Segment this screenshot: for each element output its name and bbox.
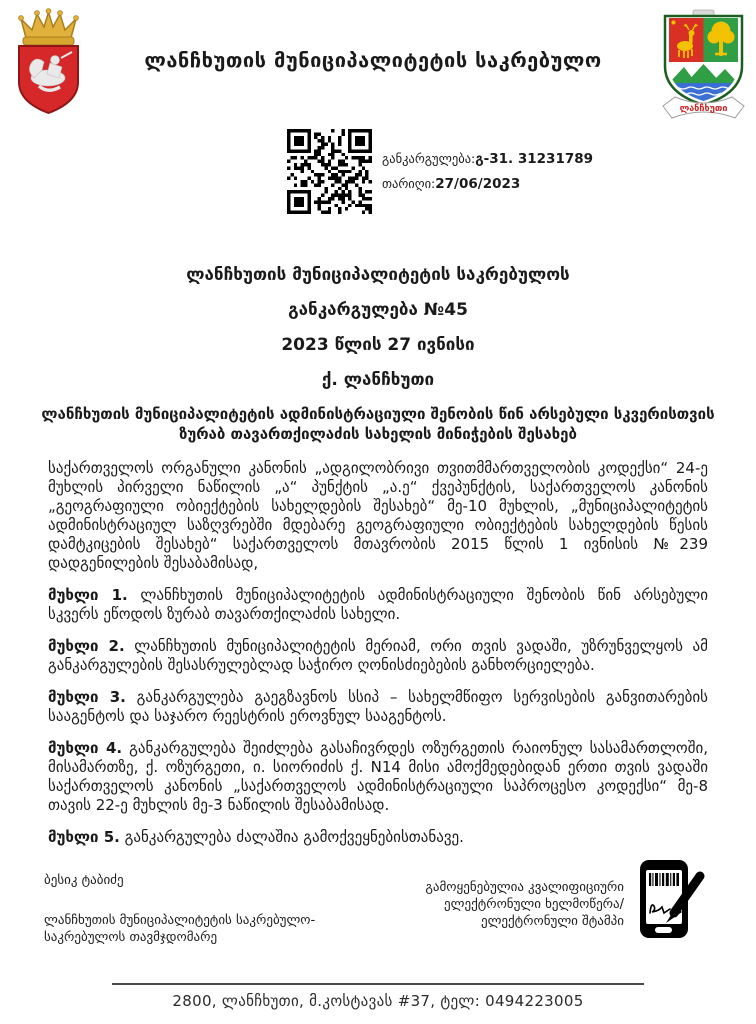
- issuing-body-line: ლანჩხუთის მუნიციპალიტეტის საკრებულოს: [186, 265, 570, 285]
- article-3-text: განკარგულება გაეგზავნოს სსიპ – სახელმწიფო სერვისების განვითარების სააგენტოს და საჯარო რეესტრის ეროვნულ სააგენტოს.: [48, 688, 708, 725]
- registration-block: [0, 128, 756, 214]
- esign-note-line3: ელექტრონული შტამპი: [480, 914, 624, 929]
- article-3: [48, 688, 708, 726]
- qr-code: [287, 129, 372, 214]
- article-2-text: ლანჩხუთის მუნიციპალიტეტის მერიამ, ორი თვის ვადაში, უზრუნველყოს ამ განკარგულების შესასრულებლად საჭირო ღონისძიებების განხორციელება.: [48, 637, 708, 674]
- article-2: [48, 637, 708, 675]
- signatory-name: ბესიკ ტაბიძე: [44, 873, 124, 888]
- esign-note-line2: ელექტრონული ხელმოწერა/: [444, 897, 624, 912]
- article-1-text: ლანჩხუთის მუნიციპალიტეტის ადმინისტრაციული შენობის წინ არსებული სკვერს ეწოდოს ზურაბ თავართქილაძის სახელი.: [48, 586, 708, 623]
- signature-section: [44, 857, 712, 946]
- header: [0, 0, 756, 124]
- preamble-paragraph: საქართველოს ორგანული კანონის „ადგილობრივი თვითმმართველობის კოდექსი“ 24-ე მუხლის პირველი ნაწილის „ა“ პუნქტის „ა.ე“ ქვეპუნქტის, საქართველოს კანონის „გეოგრაფიული ობიექტების სახელდების შესახებ“ მე-10 მუხლის, „მუნიციპალიტეტის ადმინისტრაციულ საზღვრებში მდებარე გეოგრაფიული ობიექტების სახელდების წესის დამტკიცების შესახებ“ საქართველოს მთავრობის 2015 წლის 1 ივნისის №239 დადგენილების შესაბამისად,: [48, 459, 708, 572]
- registration-number-label: განკარგულება:: [381, 150, 476, 166]
- article-5-label: მუხლი 5.: [48, 828, 120, 846]
- signatory-position-line2: საკრებულოს თავმჯდომარე: [44, 930, 218, 945]
- article-5: [48, 828, 708, 847]
- municipality-council-title: ლანჩხუთის მუნიციპალიტეტის საკრებულო: [144, 48, 602, 72]
- signatory-position-line1: ლანჩხუთის მუნიციპალიტეტის საკრებულო-: [44, 913, 316, 928]
- article-1-label: მუხლი 1.: [48, 586, 128, 604]
- footer-address: 2800, ლანჩხუთი, მ.კოსტავას #37, ტელ: 0494223005: [172, 992, 584, 1010]
- esign-note-line1: გამოყენებულია კვალიფიციური: [425, 880, 624, 895]
- registration-date-value: 27/06/2023: [435, 175, 521, 192]
- document-title-block: [0, 264, 756, 391]
- registration-date-label: თარიღი:: [381, 175, 436, 191]
- esign-tablet-pen-icon: [632, 857, 712, 945]
- footer: [0, 983, 756, 1010]
- decree-body: [48, 459, 708, 847]
- decree-date-line: 2023 წლის 27 ივნისი: [281, 335, 475, 355]
- registration-date: [382, 176, 593, 192]
- footer-divider: [112, 983, 644, 985]
- article-4-text: განკარგულება შეიძლება გასაჩივრდეს ოზურგეთის რაიონულ სასამართლოში, მისამართზე, ქ. ოზურგეთი, ი. სიორიძის ქ. N14 მისი ამოქმედებიდან ერთი თვის ვადაში საქართველოს კანონის „საქართველოს ადმინისტრაციული საპროცესო კოდექსი“ მე-8 თავის 22-ე მუხლის მე-3 ნაწილის შესაბამისად.: [48, 739, 708, 814]
- article-1: [48, 586, 708, 624]
- article-5-text: განკარგულება ძალაშია გამოქვეყნებისთანავე.: [124, 828, 464, 846]
- article-4: [48, 739, 708, 815]
- decree-number-line: განკარგულება №45: [288, 300, 468, 320]
- georgia-state-coat-of-arms-icon: [6, 8, 91, 122]
- emblem-ribbon-text: ლანჩხუთი: [679, 104, 728, 114]
- article-4-label: მუხლი 4.: [48, 739, 123, 757]
- decree-city-line: ქ. ლანჩხუთი: [321, 370, 435, 390]
- lanchkhuti-coat-of-arms-icon: [655, 8, 752, 124]
- registration-number-value: გ-31. 31231789: [475, 150, 594, 167]
- article-3-label: მუხლი 3.: [48, 688, 126, 706]
- decree-subject: ლანჩხუთის მუნიციპალიტეტის ადმინისტრაციული შენობის წინ არსებული სკვერისთვის ზურაბ თავართქილაძის სახელის მინიჭების შესახებ: [41, 405, 715, 443]
- registration-number: [382, 151, 593, 167]
- article-2-label: მუხლი 2.: [48, 637, 125, 655]
